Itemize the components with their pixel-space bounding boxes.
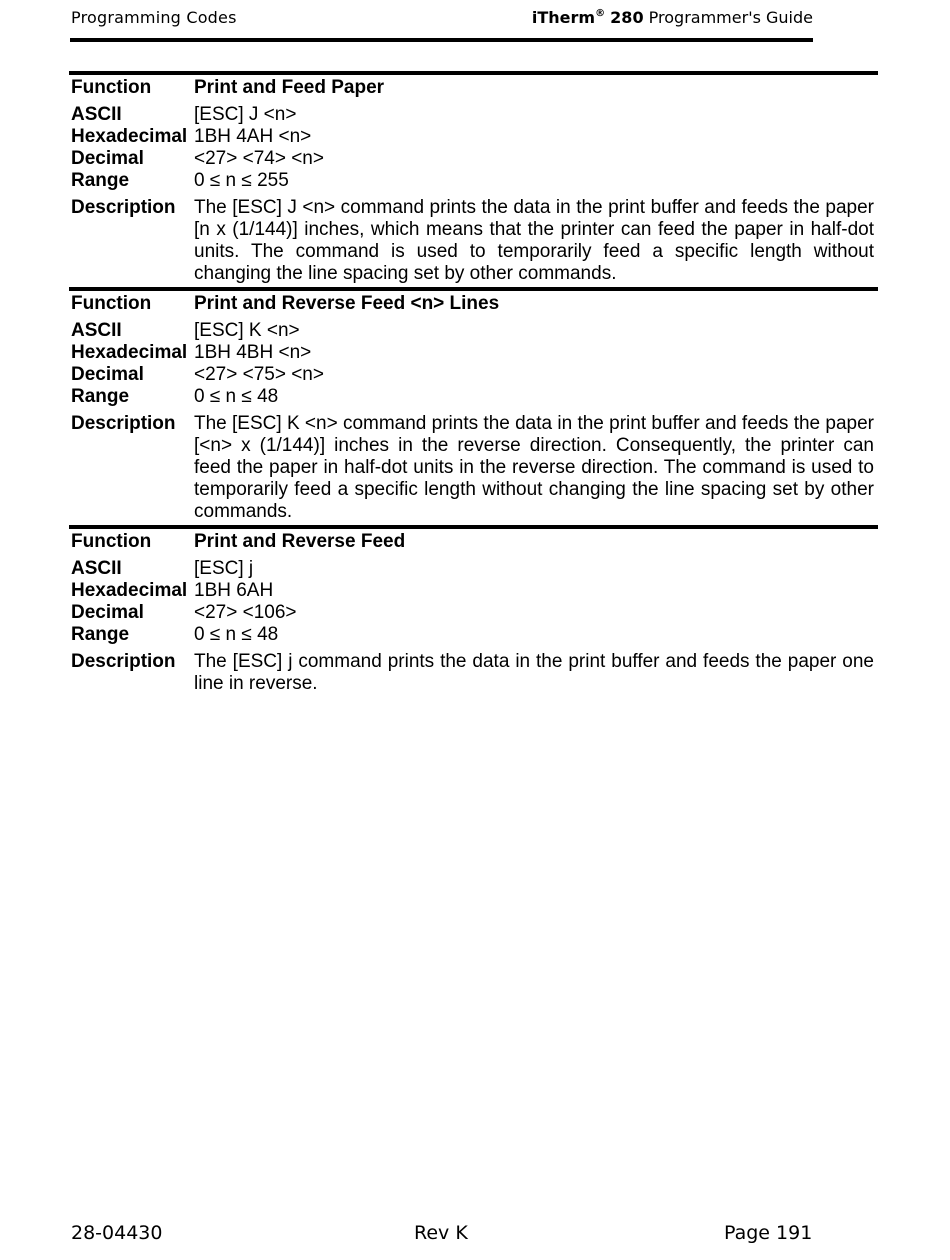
function-value: Print and Feed Paper: [194, 77, 385, 98]
description-value: The [ESC] K <n> command prints the data in the print buffer and feeds the paper [<n> x (1/144)] inches in the reverse direction. Consequently, the printer can feed the paper in half-dot units in the reverse direction. The command is used to temporarily feed a specific length without changing the line spacing set by other commands.: [194, 413, 874, 522]
decimal-row: [69, 148, 878, 170]
hex-label: Hexadecimal: [71, 580, 188, 601]
header-guide: Programmer's Guide: [648, 8, 813, 27]
function-value: Print and Reverse Feed <n> Lines: [194, 293, 500, 314]
ascii-row: [69, 320, 878, 342]
hex-value: 1BH 6AH: [194, 580, 274, 601]
description-label: Description: [71, 413, 176, 434]
decimal-label: Decimal: [71, 364, 144, 385]
range-row: [69, 386, 878, 408]
command-entry: [69, 287, 878, 525]
decimal-row: [69, 602, 878, 624]
hex-label: Hexadecimal: [71, 342, 188, 363]
range-label: Range: [71, 624, 130, 645]
ascii-value: [ESC] J <n>: [194, 104, 297, 125]
footer-revision: Rev K: [414, 1222, 468, 1244]
range-row: [69, 170, 878, 192]
function-row: [69, 291, 878, 315]
hex-row: [69, 580, 878, 602]
ascii-label: ASCII: [71, 320, 122, 341]
range-label: Range: [71, 170, 130, 191]
function-row: [69, 529, 878, 553]
decimal-value: <27> <74> <n>: [194, 148, 324, 169]
description-row: [69, 413, 878, 523]
function-label: Function: [71, 77, 152, 98]
description-value: The [ESC] J <n> command prints the data in the print buffer and feeds the paper [n x (1/144)] inches, which means that the printer can feed the paper in half-dot units. The command is used to temporarily feed a specific length without changing the line spacing set by other commands.: [194, 197, 874, 284]
decimal-value: <27> <106>: [194, 602, 297, 623]
hex-row: [69, 126, 878, 148]
ascii-label: ASCII: [71, 104, 122, 125]
range-row: [69, 624, 878, 646]
range-value: 0 ≤ n ≤ 255: [194, 170, 289, 191]
hex-label: Hexadecimal: [71, 126, 188, 147]
description-row: [69, 651, 878, 695]
ascii-label: ASCII: [71, 558, 122, 579]
decimal-label: Decimal: [71, 148, 144, 169]
function-label: Function: [71, 293, 152, 314]
hex-value: 1BH 4AH <n>: [194, 126, 312, 147]
decimal-value: <27> <75> <n>: [194, 364, 324, 385]
ascii-row: [69, 104, 878, 126]
range-value: 0 ≤ n ≤ 48: [194, 624, 279, 645]
decimal-label: Decimal: [71, 602, 144, 623]
hex-row: [69, 342, 878, 364]
command-entry: [69, 525, 878, 697]
range-value: 0 ≤ n ≤ 48: [194, 386, 279, 407]
function-row: [69, 75, 878, 99]
footer-doc-number: 28-04430: [71, 1222, 163, 1244]
footer-page-number: Page 191: [724, 1222, 813, 1244]
header-model: 280: [610, 8, 644, 27]
description-label: Description: [71, 197, 176, 218]
decimal-row: [69, 364, 878, 386]
description-label: Description: [71, 651, 176, 672]
command-table: [69, 71, 878, 697]
registered-mark: ®: [595, 8, 606, 19]
header-rule: [70, 38, 813, 42]
command-entry: [69, 71, 878, 287]
description-value: The [ESC] j command prints the data in the print buffer and feeds the paper one line in reverse.: [194, 651, 874, 694]
ascii-value: [ESC] j: [194, 558, 254, 579]
function-value: Print and Reverse Feed: [194, 531, 406, 552]
ascii-row: [69, 558, 878, 580]
header-product: iTherm: [531, 8, 596, 27]
header-section: Programming Codes: [71, 8, 237, 27]
header-title: [532, 8, 813, 27]
range-label: Range: [71, 386, 130, 407]
ascii-value: [ESC] K <n>: [194, 320, 300, 341]
function-label: Function: [71, 531, 152, 552]
hex-value: 1BH 4BH <n>: [194, 342, 312, 363]
description-row: [69, 197, 878, 285]
